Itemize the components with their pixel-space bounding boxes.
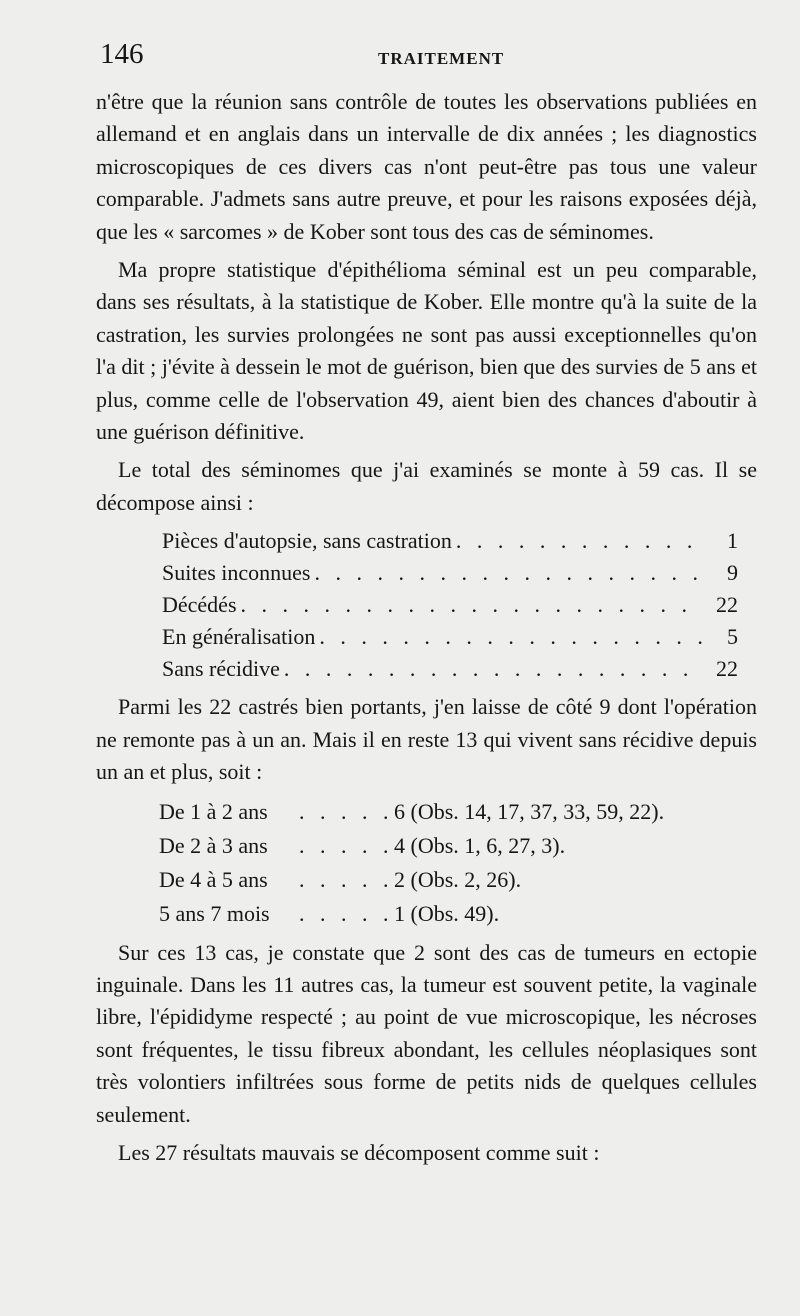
survival-row bbox=[159, 795, 757, 829]
paragraph: Sur ces 13 cas, je constate que 2 sont des cas de tumeurs en ectopie inguinale. Dans les 11 autres cas, la tumeur est souvent petite, la vaginale libre, l'épididyme respecté ; au point de vue microscopique, les nécroses sont fréquentes, le tissu fibreux abondant, les cellules néoplasiques sont très volontiers infiltrées sous forme de petits nids de quelques cellules seulement. bbox=[96, 939, 757, 1127]
survival-duration: De 4 à 5 ans bbox=[159, 866, 268, 892]
breakdown-label: Décédés bbox=[162, 592, 237, 618]
dot-leader bbox=[319, 621, 704, 653]
survival-detail: 6 (Obs. 14, 17, 37, 33, 59, 22). bbox=[394, 798, 665, 824]
dot-leader bbox=[241, 589, 704, 621]
page-number: 146 bbox=[100, 38, 144, 70]
survival-table bbox=[159, 795, 757, 931]
breakdown-count: 22 bbox=[716, 592, 738, 618]
breakdown-count: 5 bbox=[727, 624, 738, 650]
paragraph: n'être que la réunion sans contrôle de toutes les observations publiées en allemand et en anglais dans un intervalle de dix années ; les diagnostics microscopiques de ces divers cas n'ont peut-être pas tous une valeur comparable. J'admets sans autre preuve, et pour les raisons exposées déjà, que les « sarcomes » de Kober sont tous des cas de séminomes. bbox=[96, 89, 757, 244]
dot-leader bbox=[456, 525, 704, 557]
survival-detail: 1 (Obs. 49). bbox=[394, 900, 500, 926]
survival-row bbox=[159, 897, 757, 931]
breakdown-count: 1 bbox=[727, 528, 738, 554]
breakdown-row bbox=[162, 557, 738, 589]
survival-detail: 2 (Obs. 2, 26). bbox=[394, 866, 522, 892]
breakdown-row bbox=[162, 589, 738, 621]
breakdown-label: Pièces d'autopsie, sans castration bbox=[162, 528, 452, 554]
breakdown-row bbox=[162, 621, 738, 653]
survival-row bbox=[159, 829, 757, 863]
dot-leader bbox=[315, 557, 705, 589]
dot-leader bbox=[299, 795, 394, 829]
dot-leader bbox=[284, 653, 704, 685]
breakdown-row bbox=[162, 525, 738, 557]
paragraph: Le total des séminomes que j'ai examinés se monte à 59 cas. Il se décompose ainsi : bbox=[96, 457, 757, 515]
breakdown-count: 9 bbox=[727, 560, 738, 586]
cases-breakdown-table bbox=[162, 525, 738, 685]
running-title: TRAITEMENT bbox=[378, 49, 505, 68]
dot-leader bbox=[299, 829, 394, 863]
paragraph: Les 27 résultats mauvais se décomposent comme suit : bbox=[118, 1139, 600, 1165]
survival-duration: 5 ans 7 mois bbox=[159, 900, 270, 926]
page-header bbox=[100, 38, 755, 78]
breakdown-label: En généralisation bbox=[162, 624, 316, 650]
breakdown-label: Suites inconnues bbox=[162, 560, 311, 586]
survival-row bbox=[159, 863, 757, 897]
body-text bbox=[96, 86, 757, 1175]
dot-leader bbox=[299, 897, 394, 931]
breakdown-row bbox=[162, 653, 738, 685]
survival-duration: De 2 à 3 ans bbox=[159, 832, 268, 858]
dot-leader bbox=[299, 863, 394, 897]
paragraph: Parmi les 22 castrés bien portants, j'en laisse de côté 9 dont l'opération ne remonte pas à un an. Mais il en reste 13 qui vivent sans récidive depuis un an et plus, soit : bbox=[96, 694, 757, 785]
survival-duration: De 1 à 2 ans bbox=[159, 798, 268, 824]
paragraph: Ma propre statistique d'épithélioma séminal est un peu comparable, dans ses résultats, à la statistique de Kober. Elle montre qu'à la suite de la castration, les survies prolongées ne sont pas aussi exceptionnelles qu'on l'a dit ; j'évite à dessein le mot de guérison, bien que des survies de 5 ans et plus, comme celle de l'observation 49, aient bien des chances d'aboutir à une guérison définitive. bbox=[96, 257, 757, 445]
breakdown-count: 22 bbox=[716, 656, 738, 682]
survival-detail: 4 (Obs. 1, 6, 27, 3). bbox=[394, 832, 566, 858]
breakdown-label: Sans récidive bbox=[162, 656, 280, 682]
